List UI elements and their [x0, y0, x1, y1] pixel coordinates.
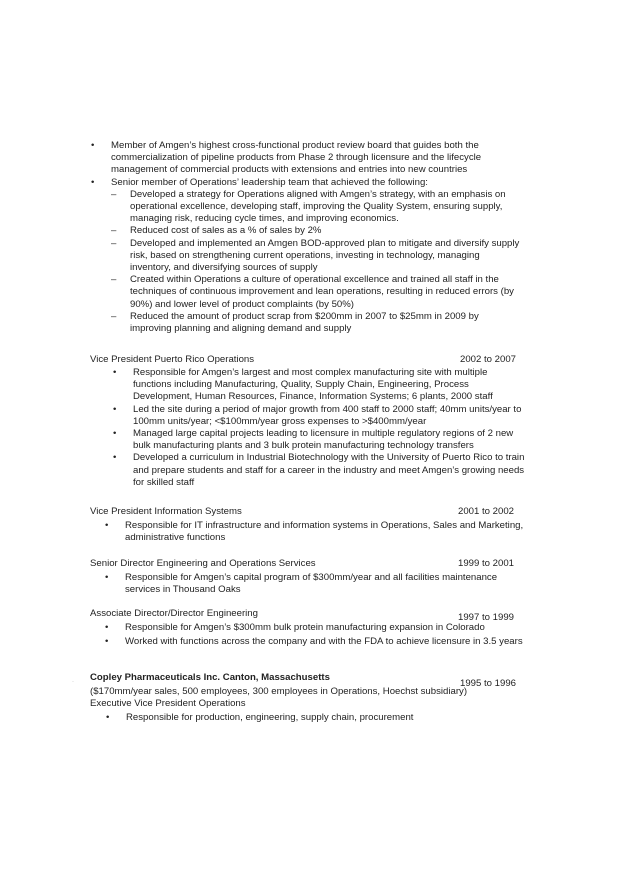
list-item: • Responsible for Amgen’s capital program of $300mm/year and all facilities maintenance services in Thousand Oaks — [105, 572, 498, 596]
bullet-icon: • — [113, 428, 117, 440]
dash-icon: – — [111, 274, 117, 286]
bullet-icon: • — [105, 636, 109, 648]
associate-director-heading — [90, 608, 518, 623]
bullet-icon: • — [113, 403, 117, 415]
summary-subitem: – Developed a strategy for Operations aligned with Amgen’s strategy, with an emphasis on operational excellence, developing staff, improving the Quality System, ensuring supply, managing risk, reducing cycle times, and improving economics. — [111, 188, 506, 225]
dash-icon: – — [111, 225, 117, 237]
bullet-icon: • — [105, 622, 109, 633]
vp-information-systems-bullets — [105, 520, 530, 544]
position-dates: 1997 to 1999 — [458, 612, 515, 623]
bullet-icon: • — [105, 572, 109, 583]
bullet-icon: • — [106, 712, 110, 723]
position-title: Associate Director/Director Engineering — [90, 608, 258, 619]
summary-subitem: – Created within Operations a culture of operational excellence and trained all staff in the techniques of continuous improvement and lean operations, resulting in reduced errors (by 90%) and lower level of product complaints (by 50%) — [111, 274, 514, 310]
summary-subitem: – Reduced cost of sales as a % of sales by 2% — [111, 225, 322, 237]
summary-bullet: • Member of Amgen’s highest cross-functional product review board that guides both the commercialization of pipeline products from Phase 2 through licensure and the lifecycle management of commercial products with extensions and entries into new countries — [91, 140, 482, 176]
list-item: • Developed a curriculum in Industrial Biotechnology with the University of Puerto Rico to train and prepare students and staff for a career in the industry and meet Amgen’s growing needs for skilled staff — [113, 452, 525, 488]
vp-information-systems-heading — [90, 506, 518, 518]
list-item: • Managed large capital projects leading to licensure in multiple regulatory regions of 2 new bulk manufacturing plants and 3 bulk protein manufacturing technology transfers — [113, 428, 514, 452]
bullet-icon: • — [113, 452, 117, 464]
position-title: Senior Director Engineering and Operations Services — [90, 558, 316, 569]
bullet-icon: • — [105, 520, 109, 531]
list-item: • Worked with functions across the company and with the FDA to achieve licensure in 3.5 years — [105, 636, 523, 648]
associate-director-bullets — [105, 622, 545, 648]
position-title: Vice President Information Systems — [90, 506, 242, 517]
bullet-icon: • — [91, 176, 95, 188]
bullet-icon: • — [113, 367, 117, 378]
position-title: Executive Vice President Operations — [90, 698, 246, 710]
copley-details — [90, 686, 467, 710]
summary-bullet: • Senior member of Operations’ leadership team that achieved the following: — [91, 176, 428, 188]
senior-director-heading — [90, 558, 518, 570]
list-item: • Responsible for production, engineering, supply chain, procurement — [106, 712, 414, 723]
bullet-icon: • — [91, 140, 95, 151]
dash-icon: – — [111, 188, 117, 200]
dash-icon: – — [111, 237, 117, 249]
summary-section — [91, 140, 526, 335]
list-item: • Responsible for IT infrastructure and information systems in Operations, Sales and Marketing, administrative functions — [105, 520, 524, 544]
list-item: • Led the site during a period of major growth from 400 staff to 2000 staff; 40mm units/year to 100mm units/year; <$100mm/year gross expenses to >$400mm/year — [113, 403, 522, 427]
position-dates: 2001 to 2002 — [458, 506, 515, 517]
summary-subitem: – Developed and implemented an Amgen BOD-approved plan to mitigate and diversify supply risk, based on strengthening current operations, investing in technology, managing inventory, and diversifying sources of supply — [111, 237, 520, 274]
copley-heading — [90, 672, 520, 689]
summary-subitem: – Reduced the amount of product scrap from $200mm in 2007 to $25mm in 2009 by improving planning and aligning demand and supply — [111, 310, 479, 335]
scan-margin-mark: · — [72, 679, 74, 685]
company-details: ($170mm/year sales, 500 employees, 300 employees in Operations, Hoechst subsidiary) — [90, 686, 468, 697]
company-name: Copley Pharmaceuticals Inc. Canton, Massachusetts — [90, 672, 330, 683]
position-title: Vice President Puerto Rico Operations — [90, 354, 255, 365]
list-item: • Responsible for Amgen’s largest and most complex manufacturing site with multiple functions including Manufacturing, Quality, Supply Chain, Engineering, Process Development, Human Resources, Finance, Information Systems; 6 plants, 2000 staff — [113, 367, 493, 403]
position-dates: 1999 to 2001 — [458, 558, 515, 569]
vp-puerto-rico-bullets — [113, 367, 528, 489]
senior-director-bullets — [105, 572, 530, 596]
vp-puerto-rico-heading — [90, 354, 518, 366]
position-dates: 2002 to 2007 — [460, 354, 517, 365]
position-dates: 1995 to 1996 — [460, 678, 517, 689]
copley-bullets — [106, 712, 526, 724]
summary-sublist — [91, 189, 526, 335]
list-item: • Responsible for Amgen’s $300mm bulk protein manufacturing expansion in Colorado — [105, 622, 485, 633]
dash-icon: – — [111, 310, 117, 322]
